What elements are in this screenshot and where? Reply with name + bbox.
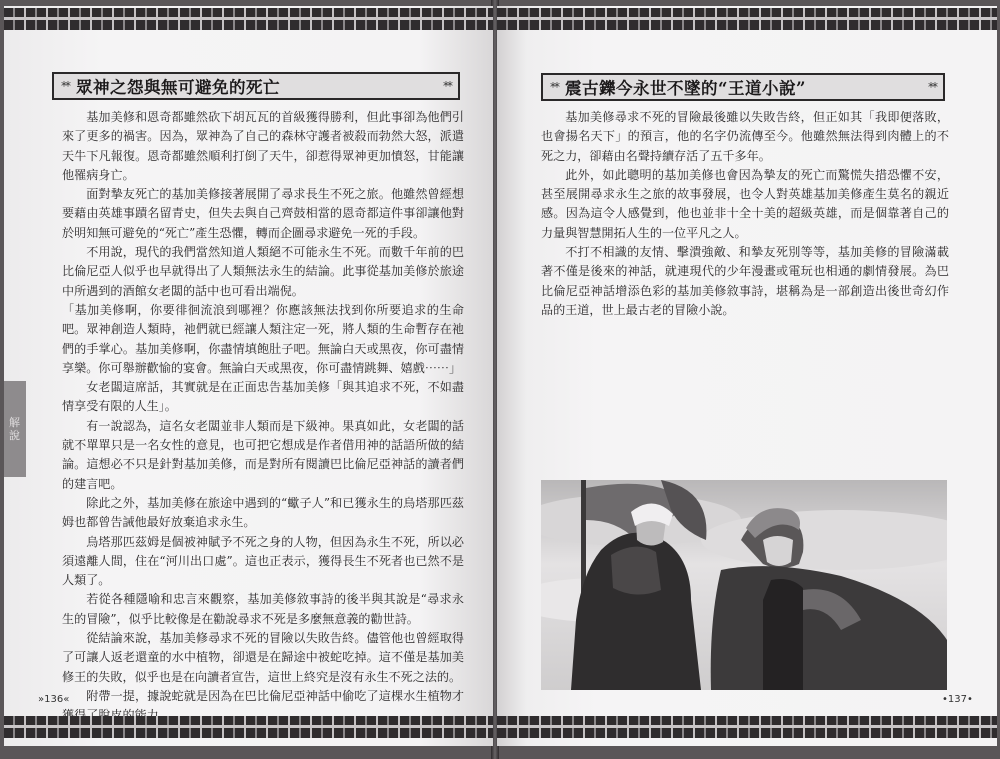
paragraph: 基加美修尋求不死的冒險最後雖以失敗告終，但正如其「我即便落敗，也會揚名天下」的預言，他的名字仍流傳至今。他雖然無法得到肉體上的不死之力，卻藉由名聲持續存活了五千多年。 [541, 110, 949, 163]
quote-paragraph: 「基加美修啊，你要徘徊流浪到哪裡？你應該無法找到你所要追求的生命吧。眾神創造人類時，祂們就已經讓人類注定一死，將人類的生命暫存在祂們的手掌心。基加美修啊，你盡情填飽肚子吧。無論白天或黑夜，你可盡情享樂。你可舉辦歡愉的宴會。無論白天或黑夜，你可盡情跳舞、嬉戲⋯⋯」 [62, 302, 464, 375]
title-ornament-icon: ** [443, 79, 451, 93]
bottom-decorative-band [497, 716, 997, 738]
section-title: 震古鑠今永世不墜的“王道小說” [565, 79, 806, 98]
bottom-decorative-band [4, 716, 493, 738]
section-side-tab [4, 381, 26, 477]
paragraph: 除此之外，基加美修在旅途中遇到的“蠍子人”和已獲永生的烏塔那匹茲姆也都曾告誡他最好放棄追求永生。 [62, 495, 464, 530]
paragraph: 面對摯友死亡的基加美修接著展開了尋求長生不死之旅。他雖然曾經想要藉由英雄事蹟名留青史，但失去與自己齊鼓相當的恩奇都這件事卻讓他對於明知無可避免的“死亡”產生恐懼，轉而企圖尋求避免一死的手段。 [62, 187, 464, 240]
paragraph: 基加美修和恩奇都雖然砍下胡瓦瓦的首級獲得勝利，但此事卻為他們引來了更多的禍害。因為，眾神為了自己的森林守護者被殺而勃然大怒，派遣天牛下凡報復。恩奇都雖然順利打倒了天牛，卻惹得眾神更加憤怒，甘能讓他罹病身亡。 [62, 110, 464, 182]
section-title-box [541, 73, 945, 101]
page-number: »136« [38, 694, 70, 705]
side-tab-label: 解說 [9, 416, 20, 442]
paragraph: 不用說，現代的我們當然知道人類絕不可能永生不死。而數千年前的巴比倫尼亞人似乎也早就得出了人類無法永生的結論。此事從基加美修於旅途中所遇到的酒館女老闆的話中也可看出端倪。 [62, 245, 464, 298]
paragraph: 烏塔那匹茲姆是個被神賦予不死之身的人物，但因為永生不死，所以必須遠離人間，住在“河川出口處”。這也正表示，獲得長生不死者也已然不是人類了。 [62, 534, 464, 588]
body-text [62, 108, 464, 726]
page-number: •137• [942, 694, 973, 705]
body-text [541, 108, 949, 320]
top-decorative-band [497, 8, 997, 30]
illustration-art [541, 480, 947, 690]
illustration-two-warriors [541, 480, 947, 690]
paragraph: 若從各種隱喻和忠言來觀察，基加美修敘事詩的後半與其說是“尋求永生的冒險”，似乎比較像是在勸說尋求不死是多麼無意義的勸世詩。 [62, 592, 464, 626]
title-ornament-icon: ** [61, 79, 69, 93]
top-decorative-band [4, 8, 493, 30]
section-title: 眾神之怨與無可避免的死亡 [76, 78, 280, 97]
title-ornament-icon: ** [928, 80, 936, 94]
section-title-box [52, 72, 460, 100]
paragraph: 附帶一提，據說蛇就是因為在巴比倫尼亞神話中偷吃了這棵水生植物才 [86, 688, 464, 703]
paragraph: 女老闆這席話，其實就是在正面忠告基加美修「與其追求不死，不如盡情享受有限的人生」。 [62, 380, 464, 414]
paragraph: 此外，如此聰明的基加美修也會因為摯友的死亡而驚慌失措恐懼不安，甚至展開尋求永生之旅的故事發展，也令人對英雄基加美修產生莫名的親近感。因為這令人感覺到，他也並非十全十美的超級英雄，而是個靠著自己的力量與智慧開拓人生的一位平凡之人。 [541, 167, 949, 240]
paragraph: 有一說認為，這名女老闆並非人類而是下級神。果真如此，女老闆的話就不單單只是一名女性的意見，也可把它想成是作者借用神的話語所做的結論。這想必不只是針對基加美修，而是對所有閱讀巴比倫尼亞神話的讀者們的建言吧。 [62, 418, 464, 491]
left-page [4, 6, 493, 746]
right-page [497, 6, 997, 746]
paragraph: 不打不相識的友情、擊潰強敵、和摯友死別等等，基加美修的冒險滿載著不僅是後來的神話，就連現代的少年漫畫或電玩也相通的劇情發展。為巴比倫尼亞神話增添色彩的基加美修敘事詩，堪稱為是一部創造出後世奇幻作品的王道，世上最古老的冒險小說。 [541, 245, 949, 317]
title-ornament-icon: ** [550, 80, 558, 94]
paragraph: 從結論來說，基加美修尋求不死的冒險以失敗告終。儘管他也曾經取得了可讓人返老還童的水中植物，卻還是在歸途中被蛇吃掉。這不僅是基加美修王的失敗，似乎也是在向讀者宣告，這世上終究是沒有永生不死之法的。 [62, 631, 464, 684]
